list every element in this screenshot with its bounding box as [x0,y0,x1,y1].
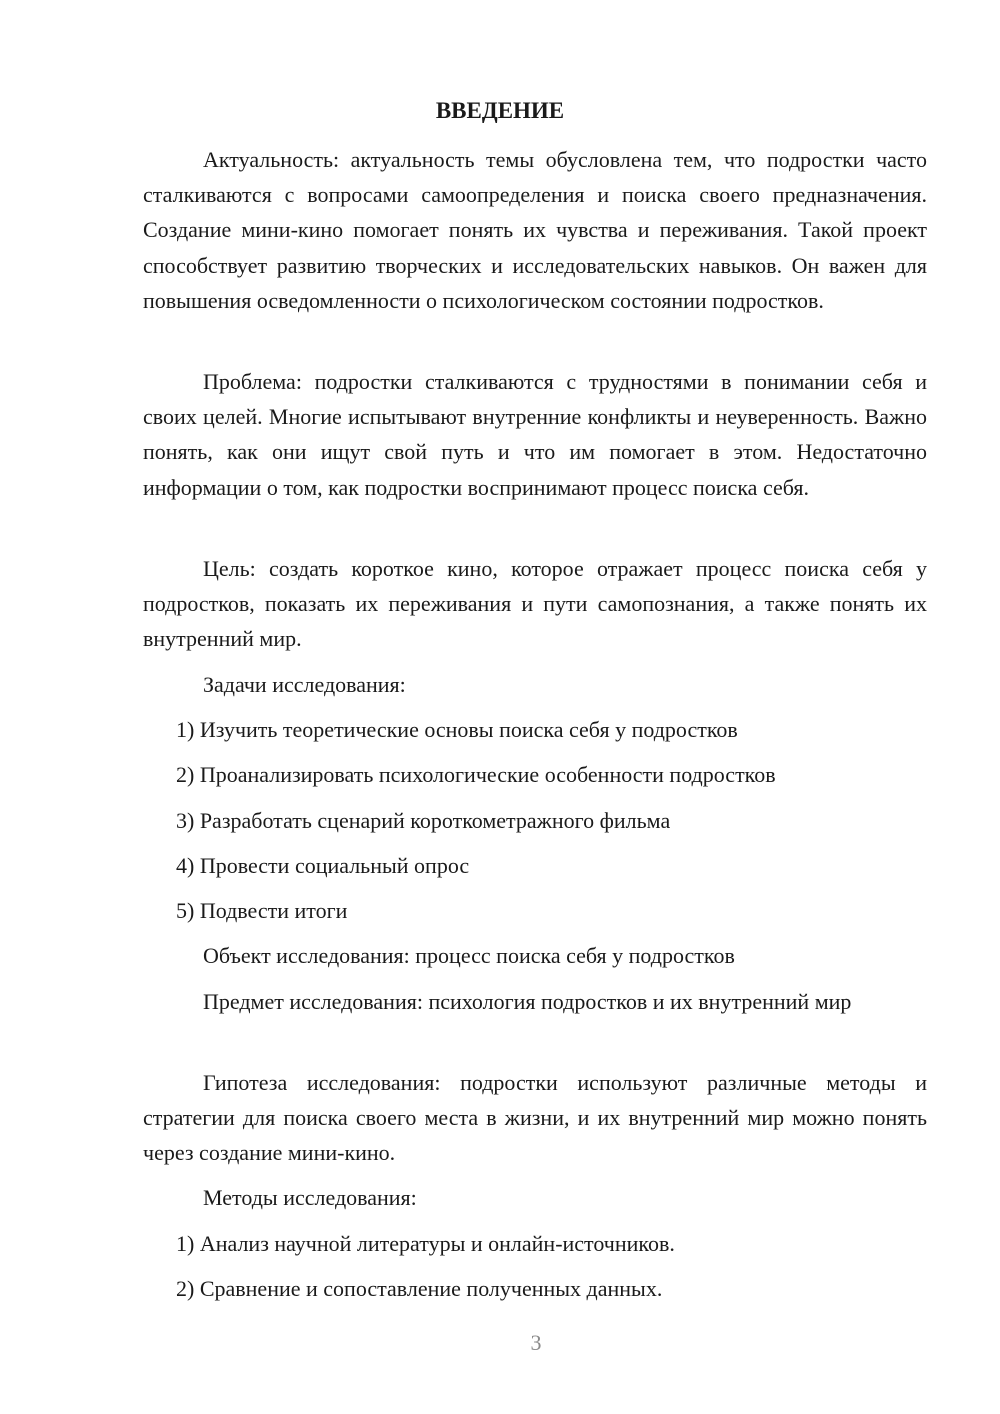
task-item: 4) Провести социальный опрос [176,853,470,878]
task-item: 5) Подвести итоги [176,898,348,923]
tasks-heading: Задачи исследования: [203,672,406,697]
method-item: 2) Сравнение и сопоставление полученных данных. [176,1276,663,1301]
subject-block [143,984,927,1019]
task-item: 2) Проанализировать психологические особенности подростков [176,762,776,787]
object-line: Объект исследования: процесс поиска себя у подростков [203,943,735,968]
subject-paragraph: Предмет исследования: психология подростков и их внутренний мир [203,989,852,1014]
hypothesis-block [143,1065,927,1171]
problem-block [143,364,927,505]
relevance-block [143,142,927,318]
page-number: 3 [530,1330,542,1355]
goal-block [143,551,927,657]
hypothesis-paragraph: Гипотеза исследования: подростки используют различные методы и стратегии для поиска своего места в жизни, и их внутренний мир можно понять через создание мини-кино. [143,1070,927,1166]
relevance-paragraph: Актуальность: актуальность темы обусловлена тем, что подростки часто сталкиваются с вопросами самоопределения и поиска своего предназначения. Создание мини-кино помогает понять их чувства и переживания. Такой проект способствует развитию творческих и исследовательских навыков. Он важен для повышения осведомленности о психологическом состоянии подростков. [143,147,927,313]
task-item: 1) Изучить теоретические основы поиска себя у подростков [176,717,738,742]
goal-paragraph: Цель: создать короткое кино, которое отражает процесс поиска себя у подростков, показать их переживания и пути самопознания, а также понять их внутренний мир. [143,556,927,652]
method-item: 1) Анализ научной литературы и онлайн-источников. [176,1231,675,1256]
problem-paragraph: Проблема: подростки сталкиваются с трудностями в понимании себя и своих целей. Многие испытывают внутренние конфликты и неуверенность. Важно понять, как они ищут свой путь и что им помогает в этом. Недостаточно информации о том, как подростки воспринимают процесс поиска себя. [143,369,927,500]
task-item: 3) Разработать сценарий короткометражного фильма [176,808,671,833]
section-title: ВВЕДЕНИЕ [435,98,565,123]
methods-heading: Методы исследования: [203,1185,417,1210]
